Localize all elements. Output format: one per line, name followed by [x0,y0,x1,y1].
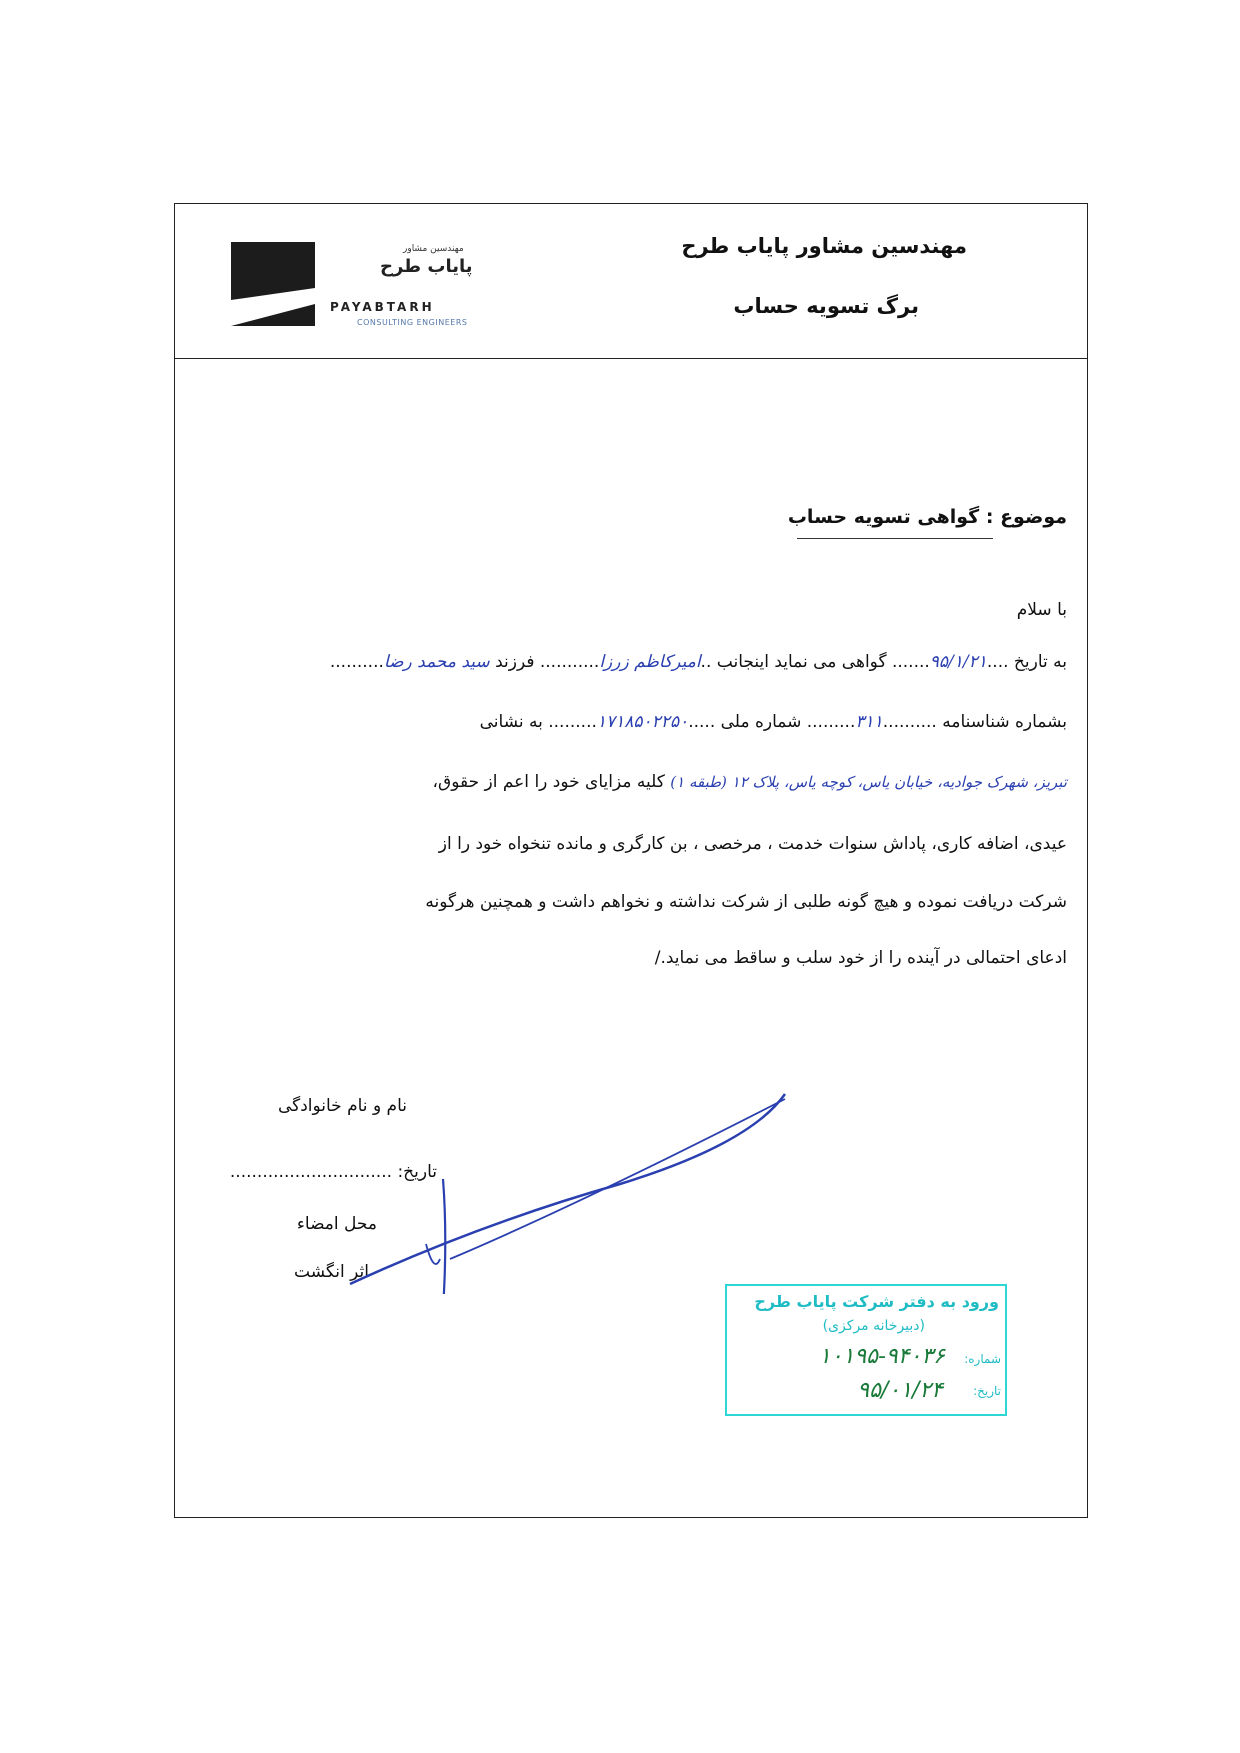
national-id-label: شماره ملی [720,712,802,732]
child-label: فرزند [495,652,535,672]
signature-label: محل امضاء [296,1214,377,1234]
body-line-3 [433,772,1067,792]
name-handwritten: امیرکاظم زرزا [599,652,701,672]
stamp-number-value: ۱۰۱۹۵-۹۴۰۳۶ [818,1344,945,1369]
full-name-label: نام و نام خانوادگی [277,1096,407,1116]
logo-subtitle: CONSULTING ENGINEERS [357,318,468,327]
signature-mark [330,1084,790,1294]
greeting: با سلام [1016,600,1067,620]
body-line-6: ادعای احتمالی در آینده را از خود سلب و ساقط می نماید./ [654,948,1067,968]
stamp-title: ورود به دفتر شرکت پایاب طرح [754,1292,999,1311]
form-title: برگ تسویه حساب [733,294,919,318]
company-name: مهندسین مشاور پایاب طرح [681,234,967,258]
body-line-4: عیدی، اضافه کاری، پاداش سنوات خدمت ، مرخصی ، بن کارگری و مانده تنخواه خود را از [438,834,1067,854]
logo-text-small: مهندسین مشاور [403,244,464,254]
subject-underline [797,538,993,539]
body-line-1: به تاریخ ....۹۵/۱/۲۱....... گواهی می نماید اینجانب ..امیرکاظم زرزا........... فرزند سید محمد رضا.......... [329,652,1067,672]
certify-text: گواهی می نماید اینجانب [716,652,887,672]
fingerprint-label: اثر انگشت [294,1262,369,1282]
body-line-2: بشماره شناسنامه ..........۳۱۱......... شماره ملی .....۱۷۱۸۵۰۲۲۵۰......... به نشانی [479,712,1067,732]
logo-text-fa: پایاب طرح [380,256,473,277]
stamp-subtitle: (دبیرخانه مرکزی) [822,1318,925,1334]
national-id-handwritten: ۱۷۱۸۵۰۲۲۵۰ [596,712,689,732]
id-number-handwritten: ۳۱۱ [855,712,883,732]
stamp-date-value: ۹۵/۰۱/۲۴ [857,1378,943,1403]
form-sheet [174,203,1088,1518]
stamp-date-label: تاریخ: [973,1384,1001,1398]
subject-line: موضوع : گواهی تسویه حساب [787,506,1067,528]
footer-date-line: تاریخ: .............................. [229,1162,437,1182]
registry-stamp [725,1284,1007,1416]
father-name-extra-handwritten: رضا [383,652,412,672]
footer-date-label: تاریخ: [397,1162,437,1182]
stamp-number-label: شماره: [964,1352,1001,1366]
father-name-handwritten: سید محمد [417,652,490,672]
address-handwritten: تبریز، شهرک جوادیه، خیابان یاس، کوچه یاس، پلاک ۱۲ (طبقه ۱) [670,773,1067,791]
id-number-label: بشماره شناسنامه [942,712,1067,732]
date-handwritten: ۹۵/۱/۲۱ [929,652,987,672]
header [175,204,1087,359]
date-label: به تاریخ [1013,652,1067,672]
address-label: به نشانی [479,712,543,732]
logo-icon [231,242,315,326]
logo-text-en: PAYABTARH [330,300,435,314]
benefits-text: کلیه مزایای خود را اعم از حقوق، [432,772,665,792]
body-line-5: شرکت دریافت نموده و هیچ گونه طلبی از شرکت نداشته و نخواهم داشت و همچنین هرگونه [425,892,1067,912]
